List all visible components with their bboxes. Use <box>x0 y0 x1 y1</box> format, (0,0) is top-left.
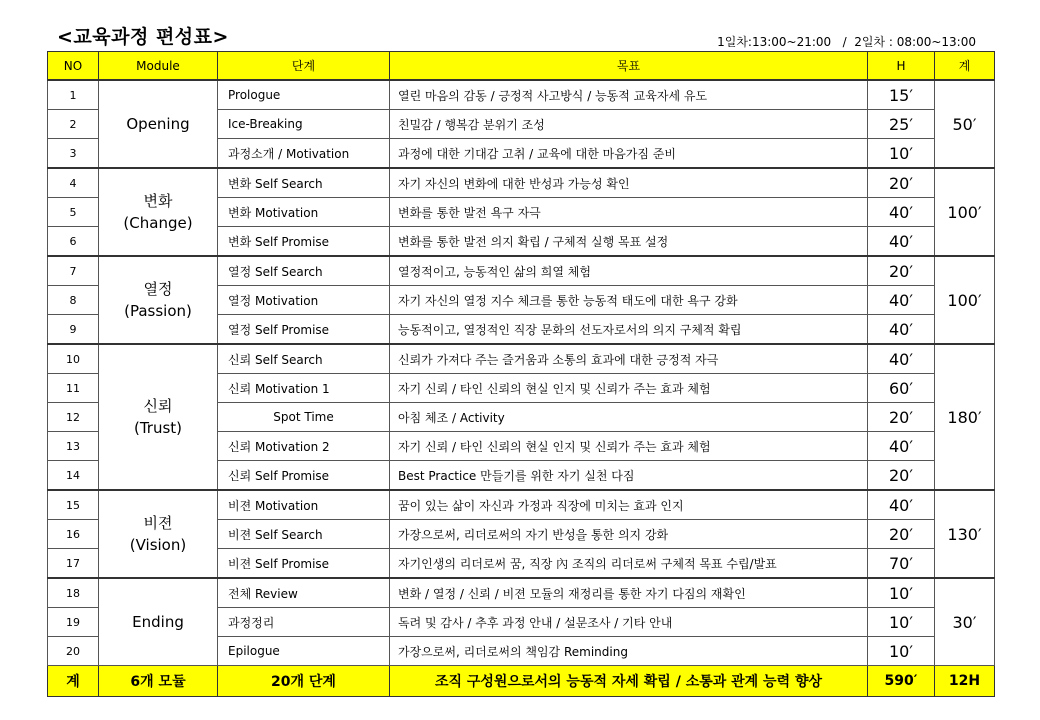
row-goal: 변화를 통한 발전 욕구 자극 <box>390 198 868 227</box>
module-subtitle: (Trust) <box>133 419 183 437</box>
row-hours: 40′ <box>868 344 935 374</box>
module-total: 100′ <box>935 168 995 256</box>
row-step: 신뢰 Motivation 1 <box>218 374 390 403</box>
row-step: 비젼 Self Search <box>218 520 390 549</box>
row-goal: 자기인생의 리더로써 꿈, 직장 內 조직의 리더로써 구체적 목표 수립/발표 <box>390 549 868 579</box>
row-goal: 자기 신뢰 / 타인 신뢰의 현실 인지 및 신뢰가 주는 효과 체험 <box>390 432 868 461</box>
module-name: Ending <box>132 613 184 631</box>
header-h: H <box>868 52 935 81</box>
row-hours: 10′ <box>868 139 935 169</box>
header-goal: 목표 <box>390 52 868 81</box>
row-no: 14 <box>48 461 99 491</box>
row-step: 신뢰 Self Search <box>218 344 390 374</box>
module-subtitle: (Change) <box>123 214 193 232</box>
row-hours: 60′ <box>868 374 935 403</box>
row-goal: 친밀감 / 행복감 분위기 조성 <box>390 110 868 139</box>
row-goal: 열린 마음의 감동 / 긍정적 사고방식 / 능동적 교육자세 유도 <box>390 80 868 110</box>
row-no: 1 <box>48 80 99 110</box>
row-goal: 가장으로써, 리더로써의 자기 반성을 통한 의지 강화 <box>390 520 868 549</box>
footer-label: 계 <box>48 666 99 697</box>
row-no: 11 <box>48 374 99 403</box>
curriculum-table <box>47 51 995 697</box>
row-goal: 능동적이고, 열정적인 직장 문화의 선도자로서의 의지 구체적 확립 <box>390 315 868 345</box>
module-subtitle: (Passion) <box>124 302 192 320</box>
row-goal: 변화 / 열정 / 신뢰 / 비젼 모듈의 재정리를 통한 자기 다짐의 재확인 <box>390 578 868 608</box>
row-goal: 변화를 통한 발전 의지 확립 / 구체적 실행 목표 설정 <box>390 227 868 257</box>
module-cell <box>99 256 218 344</box>
header-total: 계 <box>935 52 995 81</box>
row-step: 열정 Motivation <box>218 286 390 315</box>
module-total: 180′ <box>935 344 995 490</box>
row-step: 비젼 Motivation <box>218 490 390 520</box>
row-hours: 15′ <box>868 80 935 110</box>
footer-h: 590′ <box>868 666 935 697</box>
row-no: 19 <box>48 608 99 637</box>
module-name: 열정 <box>143 280 173 298</box>
row-no: 18 <box>48 578 99 608</box>
row-hours: 40′ <box>868 227 935 257</box>
module-name: 변화 <box>143 192 173 210</box>
row-step: 전체 Review <box>218 578 390 608</box>
row-step: 비젼 Self Promise <box>218 549 390 579</box>
schedule-info: 1일차:13:00~21:00 / 2일차 : 08:00~13:00 <box>717 35 976 49</box>
row-hours: 25′ <box>868 110 935 139</box>
row-no: 9 <box>48 315 99 345</box>
table-row <box>48 80 995 110</box>
row-step: 열정 Self Search <box>218 256 390 286</box>
row-step: 변화 Motivation <box>218 198 390 227</box>
footer-row <box>48 666 995 697</box>
row-step: 과정정리 <box>218 608 390 637</box>
row-goal: 꿈이 있는 삶이 자신과 가정과 직장에 미치는 효과 인지 <box>390 490 868 520</box>
module-cell <box>99 80 218 168</box>
row-goal: 가장으로써, 리더로써의 책임감 Reminding <box>390 637 868 666</box>
row-no: 5 <box>48 198 99 227</box>
row-no: 8 <box>48 286 99 315</box>
row-hours: 20′ <box>868 520 935 549</box>
module-subtitle: (Vision) <box>129 536 187 554</box>
row-no: 3 <box>48 139 99 169</box>
module-cell <box>99 168 218 256</box>
row-hours: 10′ <box>868 637 935 666</box>
row-step: 열정 Self Promise <box>218 315 390 345</box>
module-cell <box>99 578 218 666</box>
row-goal: 아침 체조 / Activity <box>390 403 868 432</box>
row-hours: 20′ <box>868 403 935 432</box>
row-hours: 40′ <box>868 286 935 315</box>
row-no: 12 <box>48 403 99 432</box>
module-cell <box>99 490 218 578</box>
row-step: 변화 Self Promise <box>218 227 390 257</box>
row-hours: 40′ <box>868 490 935 520</box>
row-no: 15 <box>48 490 99 520</box>
row-goal: 자기 신뢰 / 타인 신뢰의 현실 인지 및 신뢰가 주는 효과 체험 <box>390 374 868 403</box>
row-hours: 40′ <box>868 315 935 345</box>
module-name: 신뢰 <box>143 397 173 415</box>
row-step: Prologue <box>218 80 390 110</box>
page-title: <교육과정 편성표> <box>57 26 229 48</box>
row-goal: 자기 자신의 열정 지수 체크를 통한 능동적 태도에 대한 욕구 강화 <box>390 286 868 315</box>
module-total: 130′ <box>935 490 995 578</box>
row-hours: 40′ <box>868 198 935 227</box>
row-no: 20 <box>48 637 99 666</box>
footer-steps: 20개 단계 <box>218 666 390 697</box>
row-goal: 독려 및 감사 / 추후 과정 안내 / 설문조사 / 기타 안내 <box>390 608 868 637</box>
module-name: 비젼 <box>143 514 173 532</box>
module-cell <box>99 344 218 490</box>
module-total: 100′ <box>935 256 995 344</box>
table-row <box>48 256 995 286</box>
row-no: 17 <box>48 549 99 579</box>
row-step: Epilogue <box>218 637 390 666</box>
table-row <box>48 168 995 198</box>
module-total: 30′ <box>935 578 995 666</box>
footer-modules: 6개 모듈 <box>99 666 218 697</box>
header-module: Module <box>99 52 218 81</box>
header-step: 단계 <box>218 52 390 81</box>
row-hours: 40′ <box>868 432 935 461</box>
row-no: 16 <box>48 520 99 549</box>
row-step: 과정소개 / Motivation <box>218 139 390 169</box>
row-goal: Best Practice 만들기를 위한 자기 실천 다짐 <box>390 461 868 491</box>
row-no: 7 <box>48 256 99 286</box>
row-hours: 20′ <box>868 168 935 198</box>
footer-total: 12H <box>935 666 995 697</box>
row-no: 4 <box>48 168 99 198</box>
row-hours: 20′ <box>868 461 935 491</box>
row-step: 변화 Self Search <box>218 168 390 198</box>
row-goal: 과정에 대한 기대감 고취 / 교육에 대한 마음가짐 준비 <box>390 139 868 169</box>
table-row <box>48 578 995 608</box>
header-no: NO <box>48 52 99 81</box>
row-no: 6 <box>48 227 99 257</box>
row-no: 10 <box>48 344 99 374</box>
row-no: 2 <box>48 110 99 139</box>
row-step: 신뢰 Motivation 2 <box>218 432 390 461</box>
row-hours: 70′ <box>868 549 935 579</box>
row-step: Ice-Breaking <box>218 110 390 139</box>
header-row <box>48 52 995 81</box>
module-name: Opening <box>126 115 190 133</box>
row-hours: 10′ <box>868 578 935 608</box>
row-goal: 신뢰가 가져다 주는 즐거움과 소통의 효과에 대한 긍정적 자극 <box>390 344 868 374</box>
row-step: Spot Time <box>218 403 390 432</box>
row-goal: 열정적이고, 능동적인 삶의 희열 체험 <box>390 256 868 286</box>
footer-goal: 조직 구성원으로서의 능동적 자세 확립 / 소통과 관계 능력 향상 <box>390 666 868 697</box>
row-hours: 20′ <box>868 256 935 286</box>
module-total: 50′ <box>935 80 995 168</box>
table-row <box>48 490 995 520</box>
row-hours: 10′ <box>868 608 935 637</box>
row-step: 신뢰 Self Promise <box>218 461 390 491</box>
row-no: 13 <box>48 432 99 461</box>
table-body <box>48 80 995 666</box>
row-goal: 자기 자신의 변화에 대한 반성과 가능성 확인 <box>390 168 868 198</box>
table-row <box>48 344 995 374</box>
